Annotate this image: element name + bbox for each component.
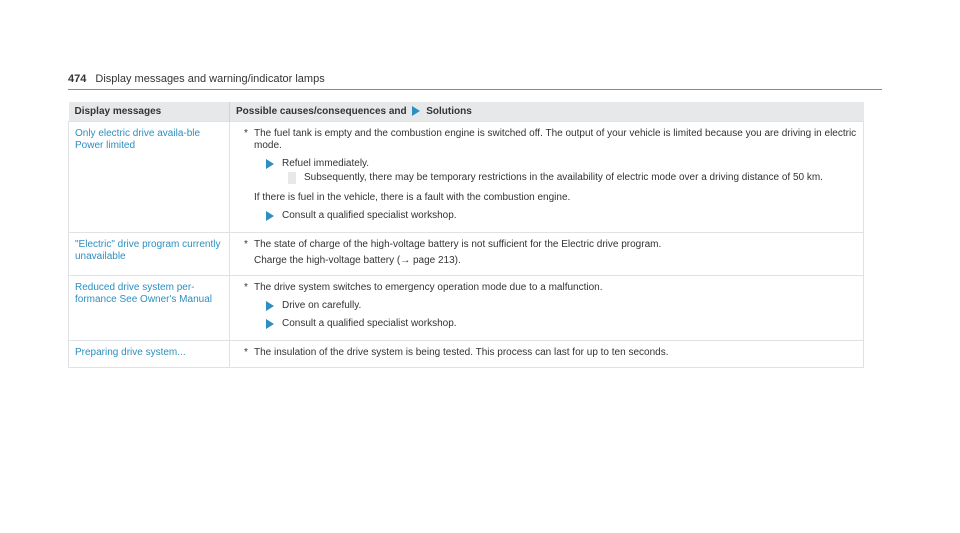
column-header-causes xyxy=(230,102,864,122)
causes-solutions xyxy=(230,122,864,233)
note-text: If there is fuel in the vehicle, there is a fault with the combustion engine. xyxy=(254,192,571,203)
table-header-row xyxy=(69,102,864,122)
column-header-causes-label: Possible causes/consequences and xyxy=(236,106,407,117)
arrow-right-icon xyxy=(412,106,420,116)
causes-solutions xyxy=(230,233,864,276)
solution-step-text: Refuel immediately. xyxy=(282,158,370,169)
cause-text: The state of charge of the high-voltage battery is not sufficient for the Electric drive program. xyxy=(254,239,662,250)
cause xyxy=(244,282,857,294)
table-row xyxy=(69,122,864,233)
page-number: 474 xyxy=(68,73,87,85)
display-messages-table xyxy=(68,102,864,368)
asterisk-icon: * xyxy=(244,282,248,293)
table-row xyxy=(69,233,864,276)
arrow-right-icon xyxy=(266,301,274,311)
solution-substep-text: Subsequently, there may be temporary restrictions in the availability of electric mode over a driving distance of 50 km. xyxy=(288,172,857,184)
cause-text: The fuel tank is empty and the combustion engine is switched off. The output of your vehicle is limited because you are driving in electric mode. xyxy=(254,128,857,151)
solution-text: Charge the high-voltage battery (→ page 213). xyxy=(254,255,461,266)
solution-step-text: Consult a qualified specialist workshop. xyxy=(282,318,457,329)
solution-step xyxy=(266,300,857,312)
asterisk-icon: * xyxy=(244,128,248,139)
header-divider xyxy=(68,89,882,90)
table-row xyxy=(69,341,864,368)
table-row xyxy=(69,276,864,341)
arrow-right-icon xyxy=(266,159,274,169)
display-message: Only electric drive availa-ble Power limited xyxy=(69,122,230,233)
arrow-right-icon xyxy=(266,211,274,221)
cause xyxy=(244,128,857,152)
page-header xyxy=(68,73,325,85)
cause xyxy=(244,239,857,251)
arrow-right-icon xyxy=(266,319,274,329)
display-message: "Electric" drive program currently unavailable xyxy=(69,233,230,276)
display-message: Preparing drive system... xyxy=(69,341,230,368)
cause-text: The drive system switches to emergency operation mode due to a malfunction. xyxy=(254,282,603,293)
causes-solutions xyxy=(230,276,864,341)
column-header-messages: Display messages xyxy=(69,102,230,122)
solution-step xyxy=(266,318,857,330)
page-header-title: Display messages and warning/indicator lamps xyxy=(95,73,325,85)
solution-step xyxy=(266,158,857,170)
causes-solutions xyxy=(230,341,864,368)
solution-step xyxy=(266,210,857,222)
display-message: Reduced drive system per-formance See Owner's Manual xyxy=(69,276,230,341)
asterisk-icon: * xyxy=(244,347,248,358)
column-header-solutions-label: Solutions xyxy=(426,106,472,117)
asterisk-icon: * xyxy=(244,239,248,250)
cause-text: The insulation of the drive system is being tested. This process can last for up to ten seconds. xyxy=(254,347,669,358)
solution-step-text: Consult a qualified specialist workshop. xyxy=(282,210,457,221)
solution-step-text: Drive on carefully. xyxy=(282,300,362,311)
cause xyxy=(244,347,857,359)
